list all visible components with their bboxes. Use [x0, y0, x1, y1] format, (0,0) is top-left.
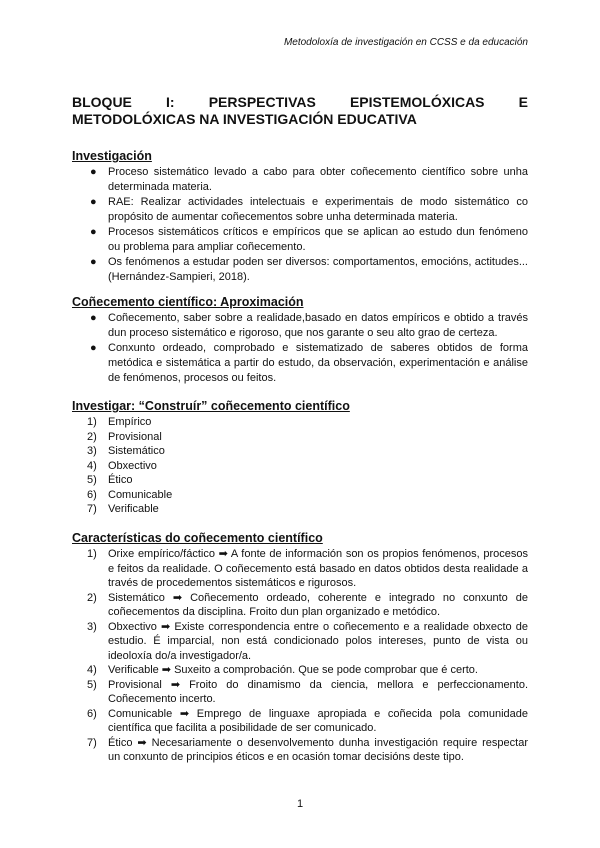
- list-item: 7) Ético ➡ Necesariamente o desenvolvemento dunha investigación require respectar un conxunto de principios éticos e en ocasión tomar decisións deste tipo.: [87, 736, 528, 763]
- bullet-list: [72, 165, 528, 285]
- list-item: 6) Comunicable: [87, 488, 173, 501]
- running-header: Metodoloxía de investigación en CCSS e da educación: [283, 37, 528, 48]
- bullet-icon: ●: [90, 166, 97, 178]
- bullet-icon: ●: [90, 342, 97, 354]
- bullet-icon: ●: [90, 196, 97, 208]
- list-item: 2) Provisional: [87, 430, 162, 443]
- section-investigacion: [72, 149, 528, 285]
- list-item: 1) Orixe empírico/fáctico ➡ A fonte de información son os propios fenómenos, procesos e feitos da realidade. O coñecemento está basado en datos obtidos desta realidade a través de procedementos sistemáticos e rigurosos.: [87, 548, 528, 589]
- list-item: 6) Comunicable ➡ Emprego de linguaxe apropiada e coñecida pola comunidade científica que facilita a posibilidade de ser comunicado.: [87, 707, 528, 734]
- title-line-1: BLOQUE I: PERSPECTIVAS EPISTEMOLÓXICAS E: [72, 94, 528, 110]
- section-heading: Coñecemento científico: Aproximación: [72, 295, 304, 309]
- section-heading: Características do coñecemento científico: [72, 531, 323, 545]
- list-item: ● RAE: Realizar actividades intelectuais e experimentais de modo sistemático co propósito de aumentar coñecementos sobre unha determinada materia.: [90, 196, 528, 223]
- list-item: ● Os fenómenos a estudar poden ser diversos: comportamentos, emocións, actitudes... (Hernández-Sampieri, 2018).: [90, 256, 528, 283]
- page-number: 1: [296, 798, 304, 810]
- list-item: ● Coñecemento, saber sobre a realidade,basado en datos empíricos e obtido a través dun proceso sistemático e rigoroso, que nos garante o seu alto grao de certeza.: [90, 312, 528, 339]
- list-item: 5) Ético: [87, 474, 133, 486]
- numbered-list: [72, 415, 528, 517]
- list-item: ● Proceso sistemático levado a cabo para obter coñecemento científico sobre unha determinada materia.: [90, 166, 528, 193]
- bullet-icon: ●: [90, 256, 97, 268]
- section-caracteristicas: [72, 531, 528, 765]
- list-item: 2) Sistemático ➡ Coñecemento ordeado, coherente e integrado no conxunto de coñecementos da disciplina. Froito dun plan organizado e metódico.: [87, 591, 528, 618]
- list-item: ● Conxunto ordeado, comprobado e sistematizado de saberes obtidos de forma metódica e sistemática a partir do estudo, da observación, experimentación e análise de fenómenos, procesos ou feitos.: [90, 342, 528, 384]
- section-heading: Investigar: “Construír” coñecemento científico: [72, 399, 350, 413]
- section-investigar: [72, 399, 528, 517]
- list-item: 5) Provisional ➡ Froito do dinamismo da ciencia, mellora e perfeccionamento. Coñecemento incerto.: [87, 678, 528, 705]
- bullet-icon: ●: [90, 312, 97, 324]
- list-item: 3) Obxectivo ➡ Existe correspondencia entre o coñecemento e a realidade obxecto de estudio. É imparcial, non está condicionado polos intereses, punto de vista ou ideoloxía do/a investigador/a.: [87, 620, 528, 662]
- list-item: 4) Obxectivo: [87, 459, 157, 472]
- bullet-icon: ●: [90, 226, 97, 238]
- list-item: 1) Empírico: [87, 416, 152, 428]
- list-item: 4) Verificable ➡ Suxeito a comprobación. Que se pode comprobar que é certo.: [87, 664, 478, 676]
- section-conecemento: [72, 295, 528, 386]
- section-heading: Investigación: [72, 149, 152, 163]
- title-line-2: METODOLÓXICAS NA INVESTIGACIÓN EDUCATIVA: [72, 111, 417, 127]
- numbered-list: [72, 547, 528, 765]
- page-title: [72, 94, 528, 128]
- list-item: ● Procesos sistemáticos críticos e empíricos que se aplican ao estudo dun fenómeno ou problema para ampliar coñecemento.: [90, 226, 528, 253]
- bullet-list: [72, 311, 528, 386]
- list-item: 7) Verificable: [87, 503, 159, 515]
- list-item: 3) Sistemático: [87, 445, 165, 457]
